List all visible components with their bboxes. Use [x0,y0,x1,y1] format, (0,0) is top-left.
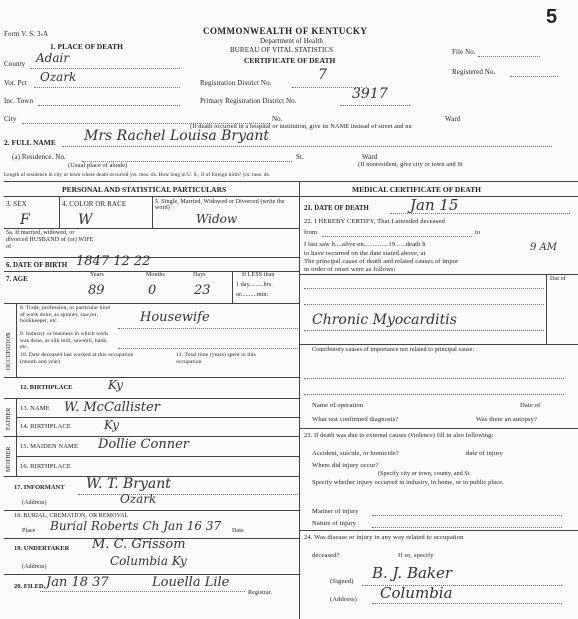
registration-district-value: 7 [318,67,327,83]
residence-ward: Ward [362,153,378,161]
filed-value: Jan 18 37 [46,575,109,590]
age-years-label: Years [90,272,104,278]
status-value: Widow [196,212,238,226]
injury-date-label: date of injury [466,450,503,457]
mother-maiden-value: Dollie Conner [98,437,189,452]
age-years: 89 [88,283,105,298]
deceased-label: deceased? [312,552,340,559]
external-label: 23. If death was due to external causes (violence) fill in also following: [304,432,494,439]
medical-address-label: (Address) [330,596,357,603]
length-of-residence: Length of residence in city or town where death occurred yrs. mos. ds. How long in U. S., if of foreign birth? yrs. mos. ds. [4,172,271,178]
sex-value: F [20,212,30,228]
last-saw-text: I last saw h....alive on..............19......death h [304,241,426,248]
color-label: 4. COLOR OR RACE [62,200,127,208]
father-name-label: 13. NAME [20,405,50,412]
residence-nonresident: (If nonresident, give city or town and St [358,161,463,168]
disease-label: 24. Was disease or injury in any way related to occupation [304,534,464,541]
if-so-label: If so, specify [398,552,434,559]
operation-date-label: Date of [520,402,541,409]
header-state: COMMONWEALTH OF KENTUCKY [203,26,368,36]
undertaker-label: 19. UNDERTAKER [14,545,70,552]
vot-value: Ozark [40,70,77,84]
file-no-label: File No. [452,48,476,56]
age-days: 23 [194,283,211,298]
page-number: 5 [546,6,558,28]
signed-value: B. J. Baker [372,564,453,582]
cause-value: Chronic Myocarditis [312,312,457,328]
undertaker-address-label: (Address) [22,564,47,570]
color-value: W [78,212,93,228]
occurred-text: to have occurred on the date stated above, at [304,250,426,257]
industry-label: 9. Industry or business in which work was done, as silk mill, sawmill, bank, etc. [20,331,109,350]
manner-label: Manner of injury [312,508,359,515]
spouse-label: 5a. If married, widowed, or divorced HUSBAND of (or) WIFE of [6,230,94,250]
date-of-onset-col: Dat of [550,276,566,282]
certify-from: from [304,229,318,236]
full-name-label: 2. FULL NAME [4,138,56,147]
header-bureau: BUREAU OF VITAL STATISTICS [230,46,334,54]
city-label: City [4,115,17,123]
county-label: County [4,60,26,68]
full-name-value: Mrs Rachel Louisa Bryant [84,128,270,144]
ward-label: Ward [445,115,461,123]
father-side-label: FATHER [6,407,12,430]
burial-date-label: Date [232,528,244,534]
header-department: Department of Health [260,37,324,45]
age-min-label: or..........min. [236,292,269,298]
place-of-death-label: 1. PLACE OF DEATH [50,42,123,51]
undertaker-value: M. C. Grissom [92,537,186,552]
nature-label: Nature of injury [312,520,357,527]
age-day-label: 1 day.........hrs. [236,282,273,288]
father-name-value: W. McCallister [64,400,160,415]
residence-st: St. [296,153,304,161]
no-label: No. [272,115,283,123]
injury-where-label: Where did injury occur? [312,462,379,469]
undertaker-address: Columbia Ky [110,554,187,568]
sex-label: 3. SEX [6,200,27,208]
date-of-death-label: 21. DATE OF DEATH [304,205,369,212]
medical-address-value: Columbia [380,584,453,602]
father-birthplace-value: Ky [104,418,119,432]
informant-value: W. T. Bryant [86,476,171,492]
occurred-value: 9 AM [530,242,558,253]
operation-label: Name of operation [312,402,364,409]
mother-maiden-label: 15. MAIDEN NAME [20,443,79,450]
birthplace-value: Ky [108,378,123,392]
header-certificate: CERTIFICATE OF DEATH [244,56,336,65]
autopsy-label: Was there an autopsy? [476,416,538,423]
inc-town-label: Inc. Town [4,97,34,105]
age-less-label: If LESS than [242,272,275,278]
certify-to: to [475,229,481,236]
registrar-signature: Louella Lile [152,575,230,590]
form-id: Form V. S. 3-A [4,30,49,38]
specify-label: Specify whether injury occurred in industry, in home, or in public place. [312,479,504,486]
county-value: Adair [36,51,70,65]
total-time-label: 11. Total time (years) spent in this occupation [176,352,256,365]
test-label: What test confirmed diagnosis? [312,416,399,423]
medical-title: MEDICAL CERTIFICATE OF DEATH [352,185,481,194]
order-text: in order of onset were as follows: [304,266,396,273]
principal-text: The principal cause of death and related causes of impor [304,258,459,265]
accident-label: Accident, suicide, or homicide? [312,450,399,457]
filed-label: 20. FILED [14,583,44,590]
father-birthplace-label: 14. BIRTHPLACE [20,423,71,430]
age-months-label: Months [146,272,165,278]
occupation-side-label: OCCUPATION [6,332,12,370]
burial-label: 18. BURIAL, CREMATION, OR REMOVAL [14,513,129,519]
birthplace-label: 12. BIRTHPLACE [20,384,73,391]
injury-where-note: (Specify city or town, county, and St [378,471,470,477]
trade-label: 8. Trade, profession, or particular kind of work done, as spinner, sawyer, bookkeeper, etc. [20,305,111,324]
informant-label: 17. INFORMANT [14,484,65,491]
date-of-death-value: Jan 15 [410,196,459,214]
age-days-label: Days [193,272,206,278]
registration-district-label: Registration District No. [200,79,272,87]
contributory-label: Contributory causes of importance not related to principal cause: [312,347,475,353]
registered-no-label: Registered No. [452,68,496,76]
status-label: 5. Single, Married, Widowed or Divorced (write the word) [155,199,285,211]
informant-address: Ozark [120,492,157,506]
informant-address-label: (Address) [22,500,47,506]
personal-title: PERSONAL AND STATISTICAL PARTICULARS [62,185,227,194]
burial-place-label: Place [22,528,36,534]
primary-district-value: 3917 [352,86,388,102]
vot-label: Vot. Pct [4,79,27,87]
age-label: 7. AGE [6,275,28,283]
age-months: 0 [148,283,157,298]
certify-text: 22. I HEREBY CERTIFY, That I attended deceased [304,218,445,225]
signed-label: (Signed) [330,578,354,585]
registrar-label: Registrar. [248,590,273,596]
hospital-note: (If death occurred in a hospital or institution, give its NAME instead of street and nu [190,123,412,130]
mother-birthplace-label: 16. BIRTHPLACE [20,463,71,470]
mother-side-label: MOTHER [6,446,12,472]
trade-value: Housewife [140,310,210,325]
dob-value: 1847 12 22 [76,254,151,269]
dob-label: 6. DATE OF BIRTH [6,261,68,269]
primary-district-label: Primary Registration District No. [200,97,297,105]
residence-usual: (Usual place of abode) [68,162,128,169]
burial-value: Burial Roberts Ch Jan 16 37 [50,519,222,533]
residence-label: (a) Residence. No. [12,153,66,161]
last-worked-label: 10. Date deceased last worked at this occupation (month and year) [20,352,134,365]
